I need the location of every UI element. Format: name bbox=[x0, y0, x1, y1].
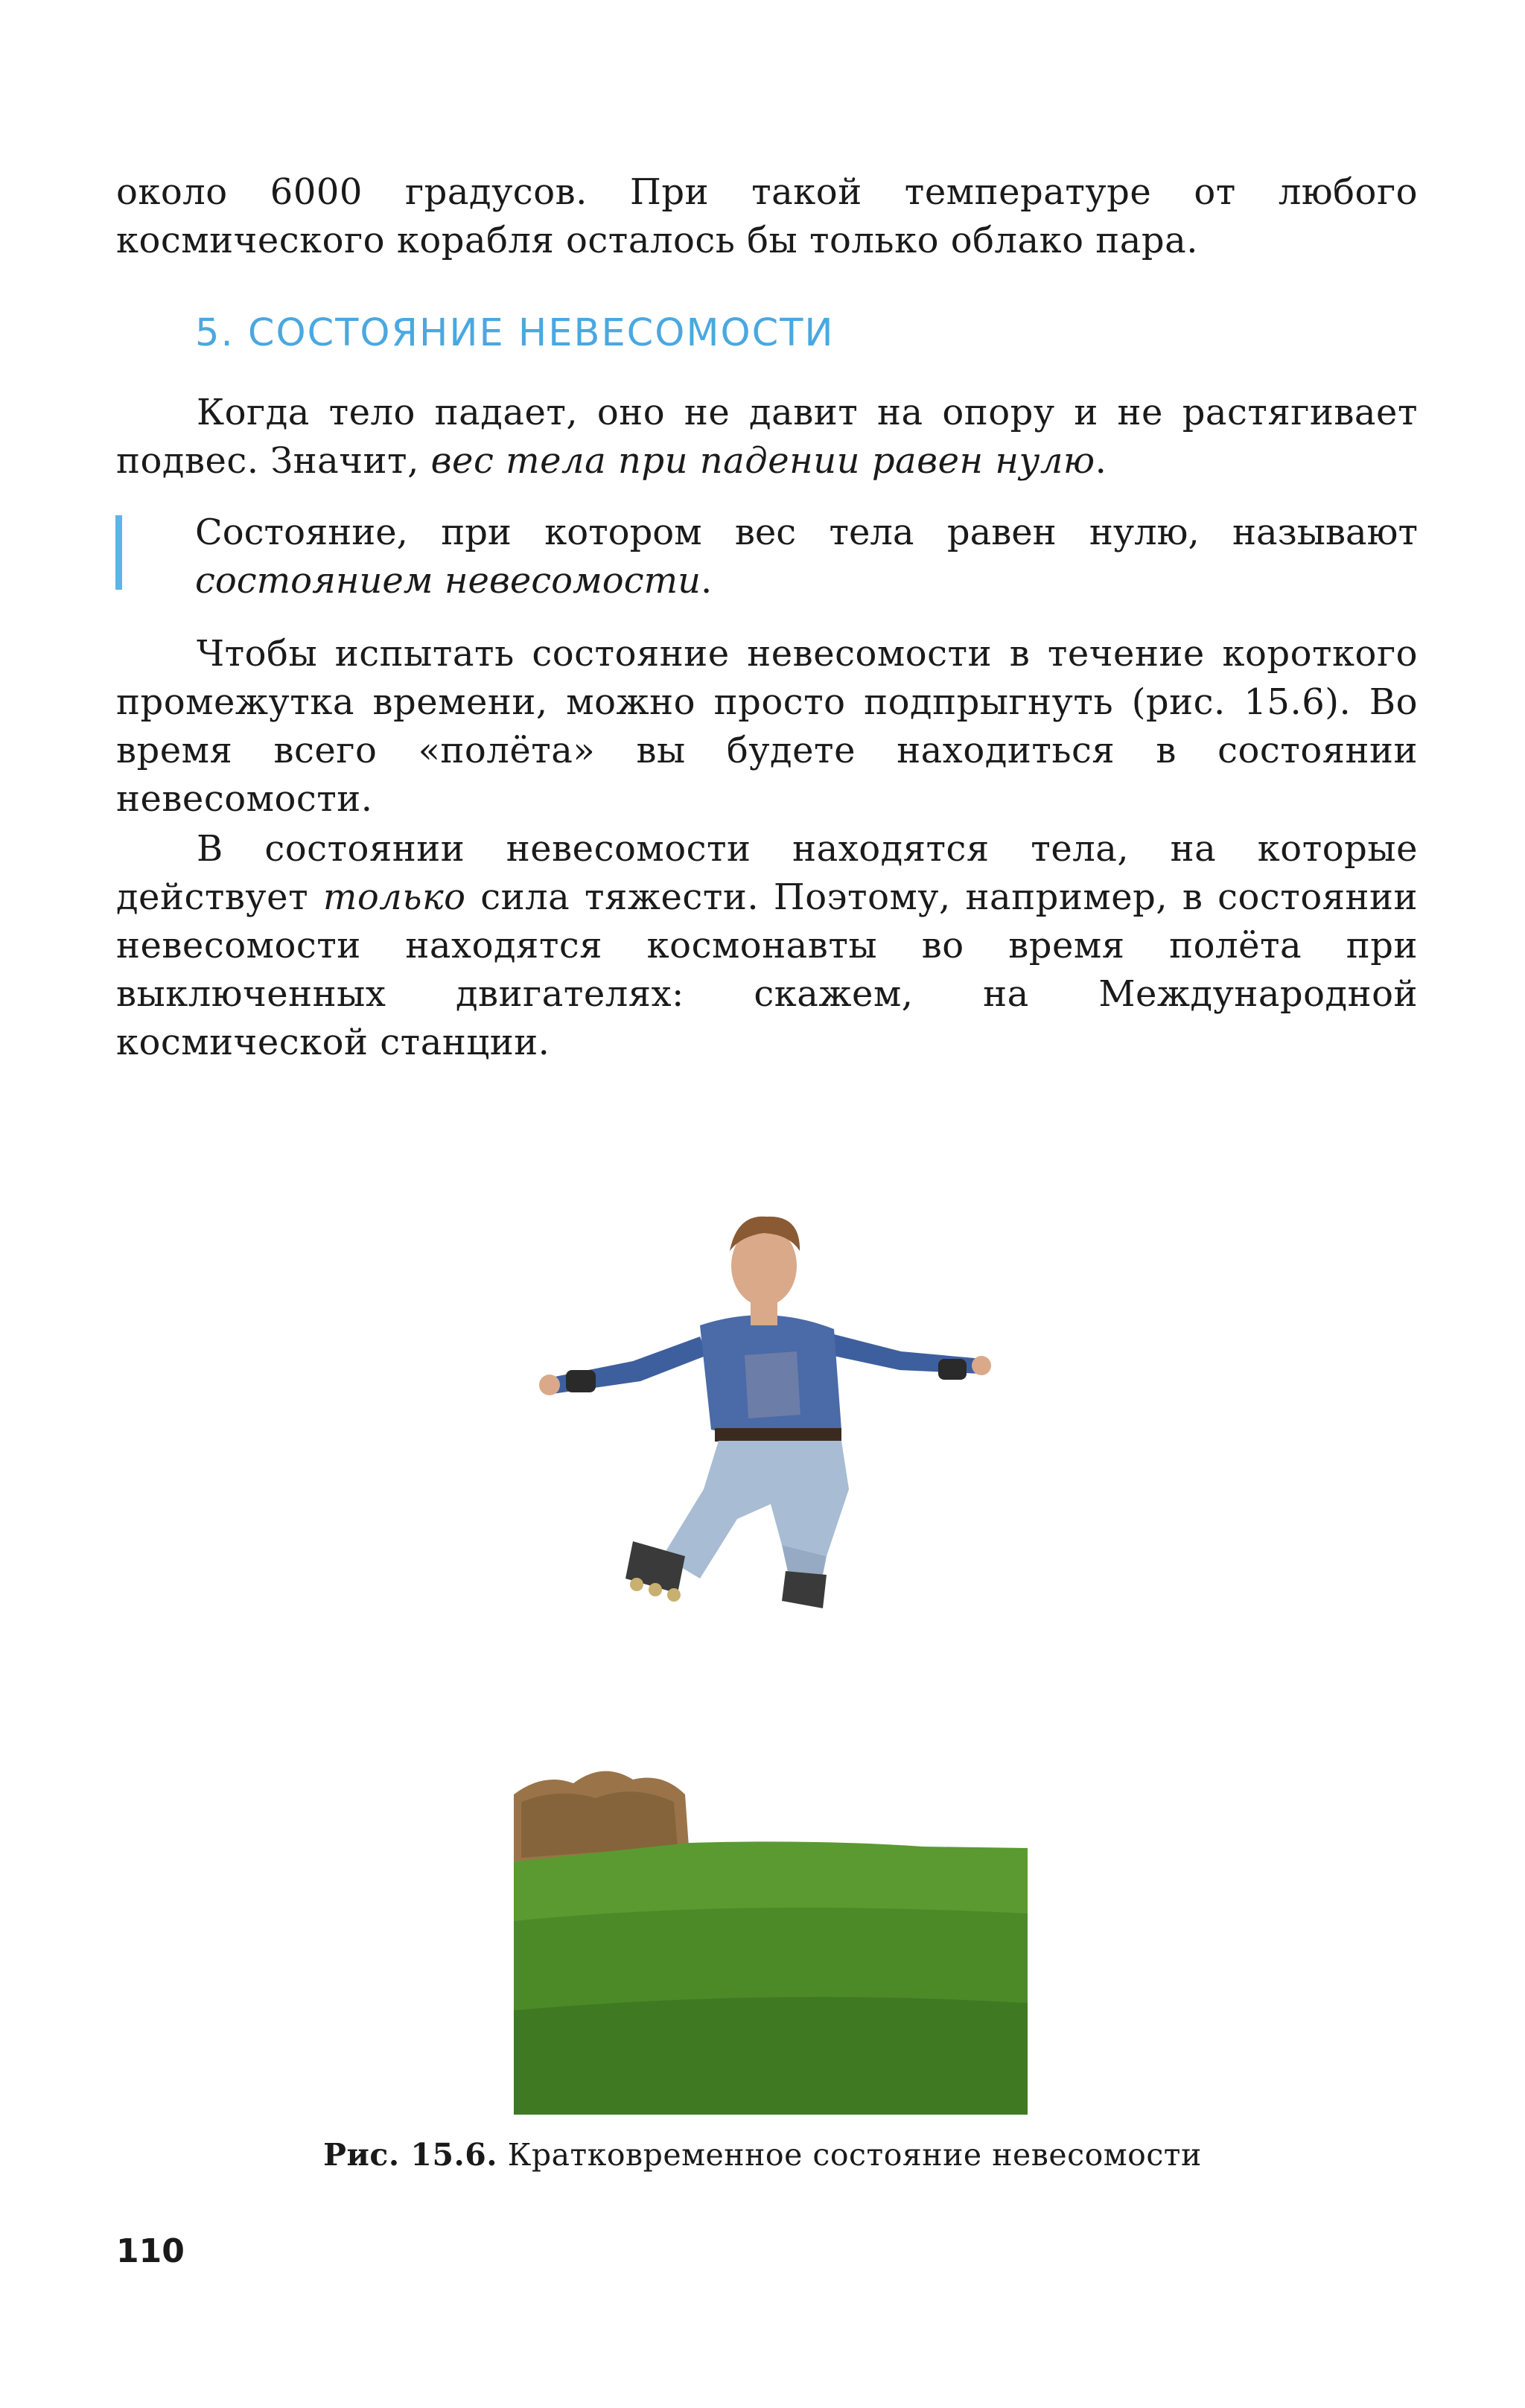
paragraph-1-tail: . bbox=[1095, 440, 1107, 482]
definition-block bbox=[195, 509, 1418, 605]
paragraph-1 bbox=[116, 389, 1418, 485]
intro-paragraph bbox=[116, 168, 1418, 265]
paragraph-3 bbox=[116, 825, 1418, 1067]
paragraph-3-lead: В состоянии невесомости находятся тела, на которые действует bbox=[116, 828, 1418, 918]
definition-accent-bar bbox=[115, 515, 122, 590]
figure-jumping-person bbox=[514, 1206, 1028, 2115]
figure-label: Рис. 15.6. bbox=[323, 2137, 498, 2173]
paragraph-2-text: Чтобы испытать состояние невесомости в течение короткого промежутка времени, можно просто подпрыгнуть (рис. 15.6). Во время всего «полёта» вы будете находиться в состоянии невесомости. bbox=[116, 633, 1418, 820]
paragraph-1-lead: Когда тело падает, оно не давит на опору и не растягивает подвес. Значит, bbox=[116, 392, 1418, 482]
figure-caption-text: Кратковременное состояние невесомости bbox=[507, 2137, 1202, 2173]
paragraph-1-emphasis: вес тела при падении равен нулю bbox=[430, 440, 1095, 482]
intro-text: около 6000 градусов. При такой температуре от любого космического корабля осталось бы только облако пара. bbox=[116, 171, 1418, 261]
grass-field-photo bbox=[514, 1771, 1028, 2115]
paragraph-3-tail: сила тяжести. Поэтому, например, в состоянии невесомости находятся космонавты во время полёта при выключенных двигателях: скажем, на Международной космической станции. bbox=[116, 876, 1418, 1063]
paragraph-2 bbox=[116, 630, 1418, 824]
page-number: 110 bbox=[116, 2232, 185, 2270]
jumping-person-illustration bbox=[539, 1217, 991, 1608]
paragraph-3-emphasis: только bbox=[322, 876, 466, 918]
definition-tail: . bbox=[701, 560, 713, 602]
section-heading: 5. СОСТОЯНИЕ НЕВЕСОМОСТИ bbox=[195, 311, 835, 355]
definition-lead: Состояние, при котором вес тела равен нулю, называют bbox=[195, 512, 1418, 553]
figure-caption bbox=[0, 2137, 1525, 2173]
definition-emphasis: состоянием невесомости bbox=[195, 560, 701, 602]
